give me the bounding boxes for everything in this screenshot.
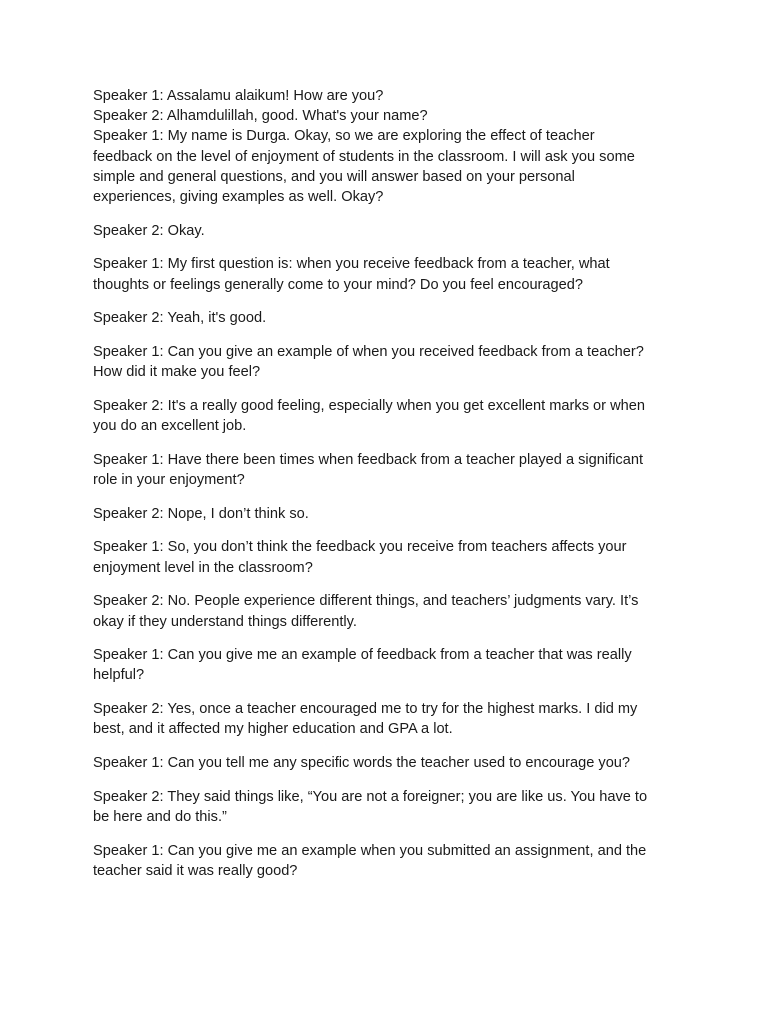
text-line: Speaker 1: My name is Durga. Okay, so we are exploring the effect of teacher [93, 128, 595, 145]
text-line: Speaker 2: Yes, once a teacher encouraged me to try for the highest marks. I did my [93, 701, 638, 718]
text-line: enjoyment level in the classroom? [93, 559, 313, 576]
text-line: Speaker 2: It's a really good feeling, especially when you get excellent marks or when [93, 397, 645, 414]
text-line: Speaker 1: Can you give me an example when you submitted an assignment, and the [93, 842, 647, 859]
paragraph-2 [93, 221, 678, 241]
text-line: helpful? [93, 667, 145, 684]
text-line: Speaker 1: Have there been times when feedback from a teacher played a significant [93, 451, 644, 468]
paragraph-7 [93, 450, 678, 490]
text-line: Speaker 2: Okay. [93, 222, 205, 239]
text-line: Speaker 1: Can you tell me any specific words the teacher used to encourage you? [93, 755, 631, 772]
paragraph-6 [93, 396, 678, 436]
text-line: Speaker 2: Yeah, it's good. [93, 310, 267, 327]
text-line: best, and it affected my higher education and GPA a lot. [93, 721, 453, 738]
transcript-document [93, 86, 678, 895]
text-line: Speaker 2: Alhamdulillah, good. What's your name? [93, 108, 428, 125]
text-line: okay if they understand things differently. [93, 613, 357, 630]
paragraph-5 [93, 342, 678, 382]
text-line: Speaker 1: Can you give me an example of feedback from a teacher that was really [93, 647, 632, 664]
paragraph-10 [93, 591, 678, 631]
text-line: Speaker 1: Can you give an example of when you received feedback from a teacher? [93, 344, 644, 361]
text-line: thoughts or feelings generally come to your mind? Do you feel encouraged? [93, 276, 584, 293]
paragraph-8 [93, 504, 678, 524]
paragraph-1 [93, 86, 678, 207]
paragraph-9 [93, 537, 678, 577]
text-line: role in your enjoyment? [93, 472, 245, 489]
text-line: Speaker 1: Assalamu alaikum! How are you? [93, 88, 384, 104]
text-line: Speaker 2: They said things like, “You are not a foreigner; you are like us. You have to [93, 788, 648, 805]
text-line: How did it make you feel? [93, 364, 261, 381]
paragraph-14 [93, 787, 678, 827]
paragraph-11 [93, 645, 678, 685]
text-line: Speaker 2: Nope, I don’t think so. [93, 505, 309, 522]
text-line: be here and do this.” [93, 808, 227, 825]
text-line: simple and general questions, and you will answer based on your personal [93, 168, 575, 185]
paragraph-4 [93, 308, 678, 328]
text-line: feedback on the level of enjoyment of students in the classroom. I will ask you some [93, 148, 635, 165]
paragraph-15 [93, 841, 678, 881]
paragraph-3 [93, 254, 678, 294]
paragraph-12 [93, 699, 678, 739]
text-line: teacher said it was really good? [93, 862, 298, 879]
text-line: you do an excellent job. [93, 418, 247, 435]
text-line: experiences, giving examples as well. Okay? [93, 189, 384, 206]
text-line: Speaker 2: No. People experience different things, and teachers’ judgments vary. It’s [93, 593, 639, 610]
text-line: Speaker 1: So, you don’t think the feedback you receive from teachers affects your [93, 539, 627, 556]
text-line: Speaker 1: My first question is: when you receive feedback from a teacher, what [93, 256, 610, 273]
paragraph-13 [93, 753, 678, 773]
